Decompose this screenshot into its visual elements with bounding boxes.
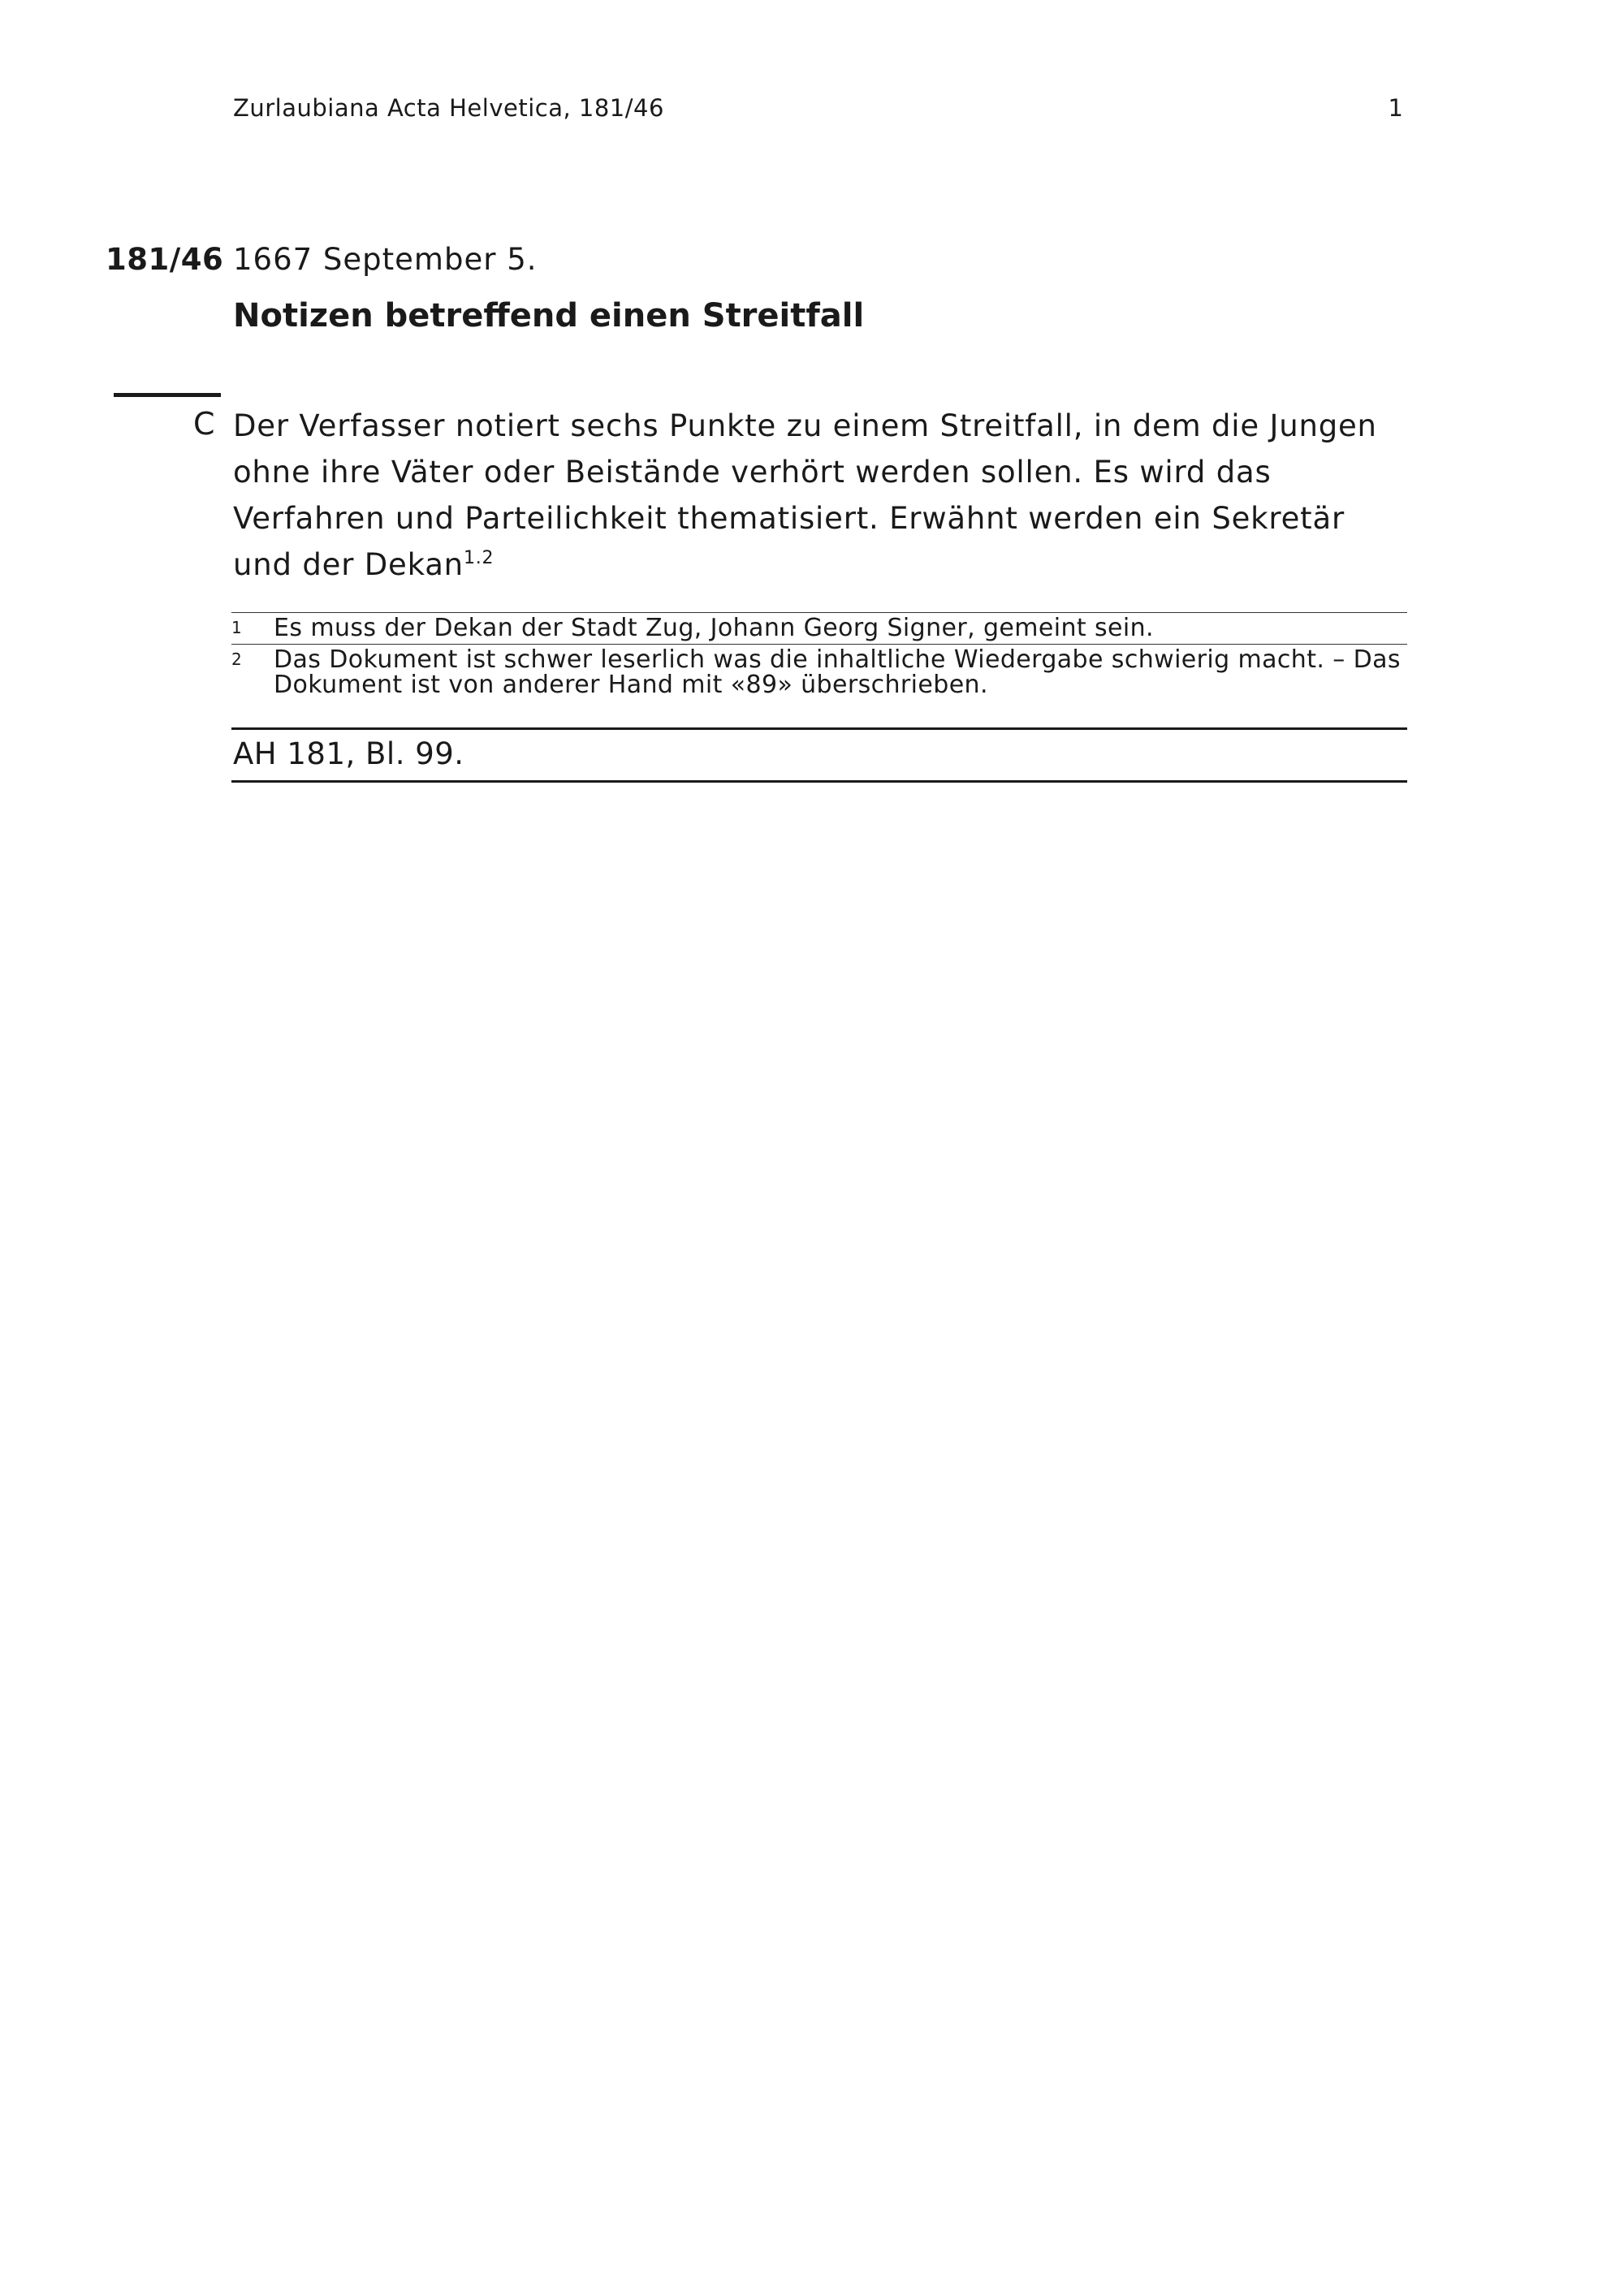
footnote-refs[interactable]: 1.2 [463,548,495,568]
document-title: Notizen betreffend einen Streitfall [233,297,865,334]
source-reference: AH 181, Bl. 99. [233,736,464,771]
footnote [231,612,1407,644]
margin-rule [114,393,221,397]
footnote-number: 1 [231,618,242,637]
source-block [231,727,1407,783]
document-date: 1667 September 5. [233,242,538,277]
document-id: 181/46 [106,242,224,277]
regest-text: Der Verfasser notiert sechs Punkte zu einem Streitfall, in dem die Jungen ohne ihre Väter oder Beistände verhört werden sollen. Es wird das Verfahren und Parteilichkeit thematisiert. Erwähnt werden ein Sekretär und der Dekan [233,408,1377,582]
page-number: 1 [1388,94,1403,122]
footnotes [231,612,1407,701]
regest-paragraph [233,403,1402,588]
running-title: Zurlaubiana Acta Helvetica, 181/46 [233,94,664,122]
footnote-text: Es muss der Dekan der Stadt Zug, Johann Georg Signer, gemeint sein. [274,614,1154,642]
regest-marker: C [193,406,215,442]
footnote-text: Das Dokument ist schwer leserlich was die inhaltliche Wiedergabe schwierig macht. – Das Dokument ist von anderer Hand mit «89» überschrieben. [274,645,1401,699]
footnote [231,644,1407,701]
footnote-number: 2 [231,650,242,669]
